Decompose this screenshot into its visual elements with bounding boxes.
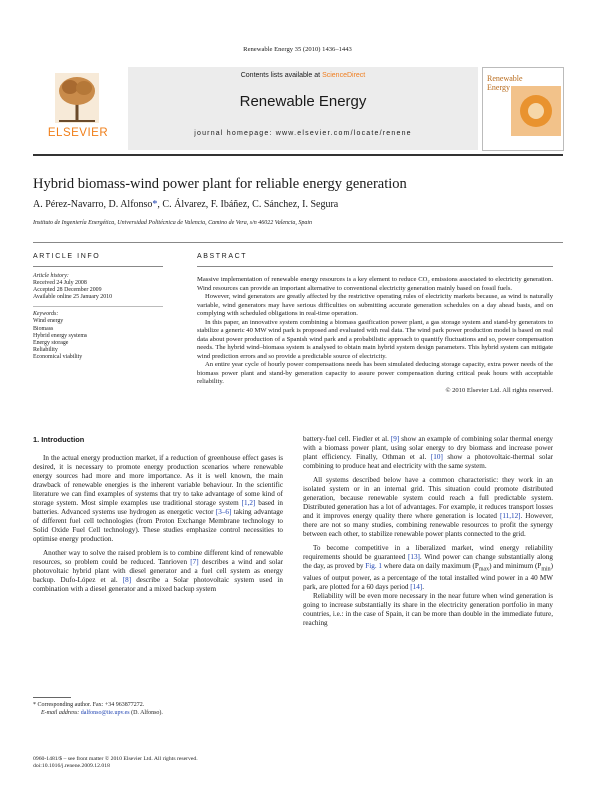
article-title: Hybrid biomass-wind power plant for reliable energy generation (33, 176, 407, 192)
divider (33, 306, 163, 307)
keyword: Economical viability (33, 353, 83, 360)
keyword: Energy storage (33, 339, 69, 346)
body-column-left (33, 435, 283, 594)
divider (197, 266, 553, 267)
article-info-heading: ARTICLE INFO (33, 253, 101, 260)
contents-prefix: Contents lists available at (240, 72, 323, 79)
footnote-rule (33, 697, 71, 698)
contents-band (128, 67, 478, 150)
journal-header (33, 67, 563, 150)
keyword: Hybrid energy systems (33, 332, 88, 339)
history: Article history: Received 24 July 2008 Accepted 28 December 2009 Available online 25 January 2010 (33, 273, 113, 301)
doi[interactable]: doi:10.1016/j.renene.2009.12.018 (33, 763, 110, 769)
citation-link[interactable]: [11,12] (499, 512, 521, 520)
paragraph: Reliability will be even more necessary in the near future when wind generation is going to increase substantially its share in the electricity generation portfolio in many countries, i.e.: in the case of Spain, it can be more than double in the immediate future, reaching (303, 592, 553, 628)
affiliation: Instituto de Ingeniería Energética, Universidad Politécnica de Valencia, Camino de Vera, s/n 46022 Valencia, Spain (33, 220, 313, 226)
sciencedirect-link[interactable]: ScienceDirect (322, 72, 366, 79)
divider (33, 242, 563, 243)
citation-link[interactable]: [10] (430, 453, 443, 461)
section-heading: 1. Introduction (33, 435, 85, 444)
cover-art-icon (511, 86, 561, 136)
citation-link[interactable]: [7] (190, 558, 199, 566)
journal-reference: Renewable Energy 35 (2010) 1436–1443 (243, 46, 352, 53)
abstract (197, 253, 553, 394)
figure-link[interactable]: Fig. 1 (365, 562, 382, 570)
citation-link[interactable]: [8] (122, 576, 132, 584)
journal-homepage-link[interactable]: journal homepage: www.elsevier.com/locate/renene (194, 130, 412, 137)
citation-link[interactable]: [13] (408, 553, 420, 561)
keyword: Wind energy (33, 318, 64, 325)
journal-cover-thumbnail[interactable] (482, 67, 564, 151)
citation-link[interactable]: [1,2] (241, 499, 256, 507)
corresponding-author-marker[interactable]: * (152, 199, 158, 210)
tree-icon (55, 73, 99, 123)
email-link[interactable]: dalfonso@iie.upv.es (80, 709, 130, 716)
contents-line (128, 72, 478, 79)
keywords: Keywords: Wind energy Biomass Hybrid energy systems Energy storage Reliability Economical viability (33, 311, 163, 361)
divider (33, 266, 163, 267)
citation-link[interactable]: [9] (390, 435, 400, 443)
publication-info: 0960-1481/$ – see front matter © 2010 Elsevier Ltd. All rights reserved. doi:10.1016/j.renene.2009.12.018 (33, 756, 283, 770)
header-rule (33, 154, 563, 156)
footnote: * Corresponding author. Fax: +34 963877272. E-mail address: dalfonso@iie.upv.es (D. Alfonso). (33, 702, 163, 716)
paragraph: To become competitive in a liberalized market, wind energy reliability requirements should be guaranteed [13]. Wind power can change substantially along the day, as proved by Fig. 1 where data on daily maximum $(P_{max})$ and minimum $(P_{min})$ values of output power, as a percentage of the total installed wind power in a 40 MW park, are plotted for a 60 days period [14]. (303, 544, 553, 592)
keyword: Reliability (33, 346, 58, 353)
abstract-heading: ABSTRACT (197, 253, 248, 260)
paragraph: In the actual energy production market, if a reduction of greenhouse effect gases is desired, it is necessary to promote energy production scenarios where renewable energy sources had more and more importance. As it is well known, the main drawback of renewable energies is the inherent variable behaviour. In the scientific literature we can find examples of systems that try to take advantage of some kind of storage system. Most simple examples use traditional storage system [1,2] based in batteries. Advanced systems use hydrogen as energetic vector [3–6] taking advantage of different fuel cell technologies (from Proton Exchange Membrane technology to Solid Oxide Fuel Cell technology). These studies emphasize control necessities to optimise energy production. (33, 454, 283, 543)
paragraph: Another way to solve the raised problem is to combine different kind of renewable resources, so problem could be reduced. Tanrioven [7] describes a wind and solar photovoltaic hybrid plant with diesel generator and a fuel cell system as energy backup. Dufo-López et al. [8] describe a Solar photovoltaic system used in combination with a diesel generator and a mixed backup system (33, 549, 283, 593)
body-column-right (303, 435, 553, 628)
abstract-text: Massive implementation of renewable energy resources is a key element to reduce CO₂ emissions associated to electricity generation. Wind resources can provide an important alternative to conventional electricity generation mainly based on fossil fuels. However, wind generators are greatly affected by the restrictive operating rules of electricity markets because, as wind is naturally variable, wind generators may have serious difficulties on submitting accurate generation schedules on a day ahead basis, and on complying with scheduled obligations in real-time operation. In this paper, an innovative system combining a biomass gasification power plant, a gas storage system and stand-by generators to stabilize a generic 40 MW wind park is proposed and evaluated with real data. The wind park power production model is based on real data about power production of a Spanish wind park and a probabilistic approach to quantify fluctuations and so, power compensation needs. The hybrid wind–biomass system is analysed to obtain main hybrid system design parameters. This hybrid system can mitigate wind prediction errors and so provide a predictable source of electricity. An entire year cycle of hourly power compensations needs has been simulated deducing storage capacity, extra power needs of the biomass power plant and stand-by generation capacity to assure power compensation during critical peak hours with acceptable reliability. (197, 276, 553, 385)
journal-title: Renewable Energy (239, 93, 367, 110)
elsevier-logo[interactable] (33, 71, 123, 137)
publisher-name: ELSEVIER (47, 127, 109, 139)
article-info (33, 253, 163, 361)
citation-link[interactable]: [14] (410, 583, 423, 592)
paragraph: battery-fuel cell. Fiedler et al. [9] show an example of combining solar thermal energy with a biomass power plant, using solar energy to dry biomass and increase power plant efficiency. Finally, Othman et al. [10] show a photovoltaic-thermal solar combining to produce heat and electricity with the same system. (303, 435, 554, 470)
paragraph: All systems described below have a common characteristic: they work in an isolated system or in an internal grid. This situation could promote distributed generation, because renewable system could reach a full predictable system. Distributed generation has a lot of advantages. For example, it reduces transport losses and it improves energy quality there where generation is located [11,12]. However, there are not so many studies, combining renewable resources to profit the synergy between each other, to stabilize renewable power plants connected to the grid. (303, 476, 553, 538)
keyword: Biomass (33, 325, 54, 332)
citation-link[interactable]: [3–6] (215, 508, 232, 516)
cover-title: Renewable Energy (487, 74, 523, 92)
author-list: A. Pérez-Navarro, D. Alfonso*, C. Álvarez, F. Ibáñez, C. Sánchez, I. Segura (33, 199, 339, 210)
copyright: © 2010 Elsevier Ltd. All rights reserved. (445, 386, 553, 394)
